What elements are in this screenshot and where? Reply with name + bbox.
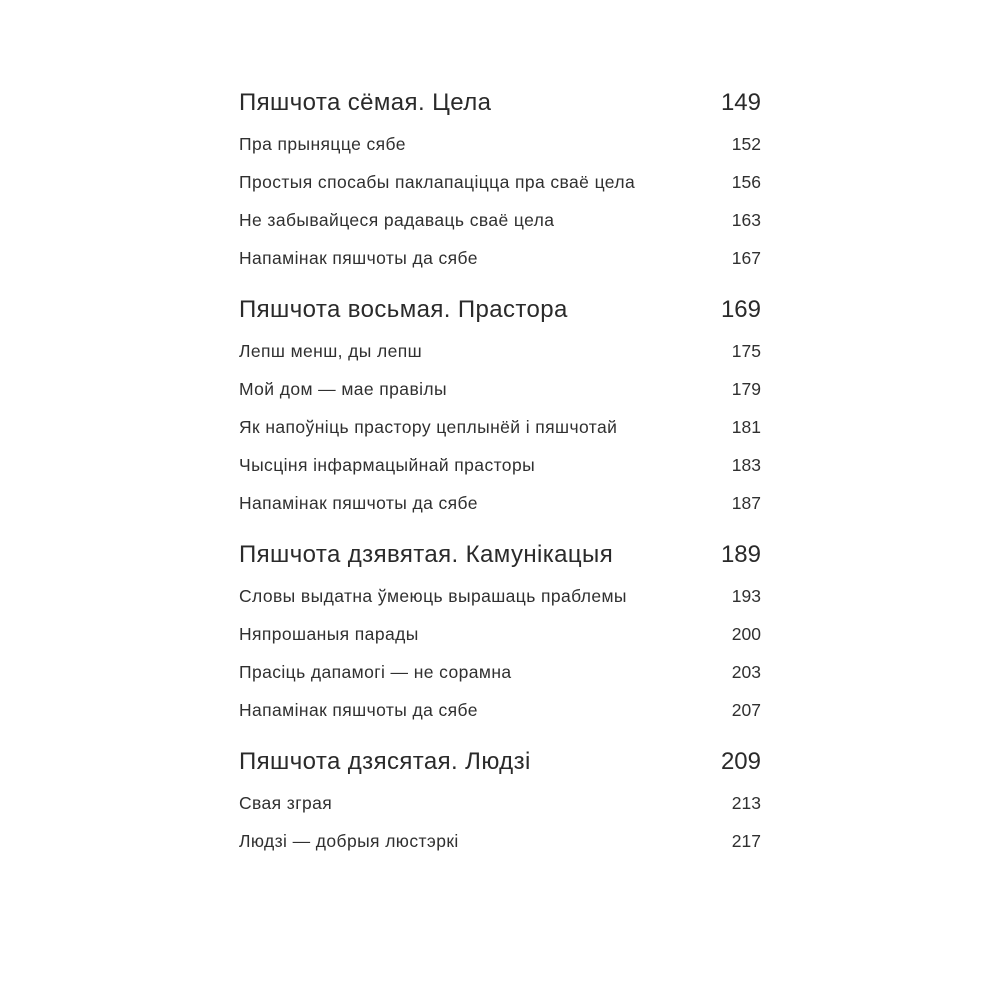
toc-entry-title: Людзі — добрыя люстэркі [239, 831, 459, 851]
toc-entry [239, 586, 761, 606]
toc-entry [239, 662, 761, 682]
toc-entry-title: Мой дом — мае правілы [239, 379, 448, 399]
toc-entry [239, 248, 761, 268]
toc-entry-page: 167 [731, 248, 761, 268]
chapter-title: Пяшчота восьмая. Прастора [239, 296, 568, 323]
toc-entry-page: 181 [731, 417, 761, 437]
toc-entry-page: 207 [731, 700, 761, 720]
toc-entry [239, 134, 761, 154]
chapter-title: Пяшчота сёмая. Цела [239, 89, 492, 116]
toc-chapter-heading [239, 89, 761, 117]
toc-entry [239, 341, 761, 361]
chapter-page-number: 189 [720, 541, 761, 568]
toc-entry-title: Лепш менш, ды лепш [239, 341, 423, 361]
toc-chapter-heading [239, 541, 761, 569]
chapter-title: Пяшчота дзявятая. Камунікацыя [239, 541, 614, 568]
toc-entry-title: Чысціня інфармацыйнай прасторы [239, 455, 536, 475]
toc-entry [239, 624, 761, 644]
toc-section [239, 541, 761, 720]
toc-entry-title: Напамінак пяшчоты да сябе [239, 493, 478, 513]
chapter-page-number: 209 [720, 748, 761, 775]
toc-entry-page: 200 [731, 624, 761, 644]
toc-entry [239, 793, 761, 813]
toc-chapter-heading [239, 748, 761, 776]
toc-entry-title: Простыя спосабы паклапаціцца пра сваё цела [239, 172, 636, 192]
toc-entry [239, 417, 761, 437]
toc-entry-title: Свая зграя [239, 793, 333, 813]
table-of-contents [239, 0, 761, 851]
toc-entry-page: 193 [731, 586, 761, 606]
toc-entry [239, 455, 761, 475]
chapter-page-number: 169 [720, 296, 761, 323]
toc-entry-page: 152 [731, 134, 761, 154]
toc-entry-page: 183 [731, 455, 761, 475]
toc-entry-title: Пра прыняцце сябе [239, 134, 406, 154]
toc-entry-page: 156 [731, 172, 761, 192]
toc-entry-title: Няпрошаныя парады [239, 624, 419, 644]
toc-entry [239, 379, 761, 399]
toc-entry-page: 187 [731, 493, 761, 513]
chapter-title: Пяшчота дзясятая. Людзі [239, 748, 531, 775]
toc-entry-page: 175 [731, 341, 761, 361]
toc-entry-page: 217 [731, 831, 761, 851]
toc-entry-title: Прасіць дапамогі — не сорамна [239, 662, 512, 682]
toc-section [239, 89, 761, 268]
toc-entry-page: 213 [731, 793, 761, 813]
toc-entry-page: 179 [731, 379, 761, 399]
toc-section [239, 748, 761, 851]
toc-entry-title: Як напоўніць прастору цеплынёй і пяшчотай [239, 417, 618, 437]
toc-entry-title: Напамінак пяшчоты да сябе [239, 700, 478, 720]
toc-entry [239, 493, 761, 513]
toc-chapter-heading [239, 296, 761, 324]
chapter-page-number: 149 [720, 89, 761, 116]
toc-entry [239, 172, 761, 192]
toc-entry-title: Словы выдатна ўмеюць вырашаць праблемы [239, 586, 627, 606]
toc-entry-page: 163 [731, 210, 761, 230]
toc-entry-title: Напамінак пяшчоты да сябе [239, 248, 478, 268]
toc-entry [239, 210, 761, 230]
toc-entry [239, 831, 761, 851]
toc-entry-title: Не забывайцеся радаваць сваё цела [239, 210, 555, 230]
toc-section [239, 296, 761, 513]
toc-entry [239, 700, 761, 720]
toc-entry-page: 203 [731, 662, 761, 682]
